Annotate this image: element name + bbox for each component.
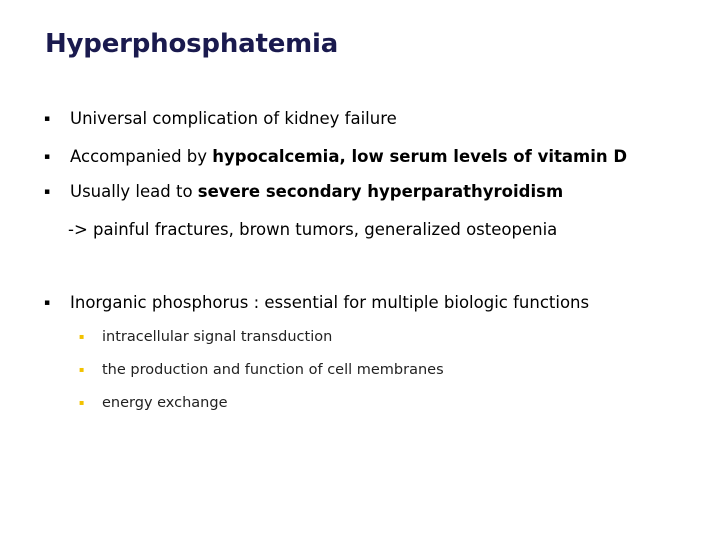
bullet-text-emphasis: hypocalcemia, low serum levels of vitamin D bbox=[212, 147, 628, 166]
bullet-marker-icon: ▪ bbox=[44, 187, 51, 197]
bullet-continuation: -> painful fractures, brown tumors, generalized osteopenia bbox=[68, 220, 558, 239]
sub-bullet-text: intracellular signal transduction bbox=[102, 329, 333, 345]
bullet-text bbox=[70, 147, 627, 167]
bullet-marker-icon: ▪ bbox=[44, 114, 51, 124]
sub-bullet-text: the production and function of cell membranes bbox=[102, 362, 444, 378]
bullet-text: Inorganic phosphorus : essential for multiple biologic functions bbox=[70, 293, 590, 312]
bullet-text: Universal complication of kidney failure bbox=[70, 109, 397, 128]
bullet-text bbox=[70, 182, 563, 202]
bullet-text-prefix: Usually lead to bbox=[70, 182, 198, 201]
bullet-text-emphasis: severe secondary hyperparathyroidism bbox=[197, 182, 564, 201]
slide-title: Hyperphosphatemia bbox=[45, 29, 339, 59]
sub-bullet-marker-icon: ▪ bbox=[79, 398, 85, 407]
sub-bullet-marker-icon: ▪ bbox=[79, 365, 85, 374]
bullet-marker-icon: ▪ bbox=[44, 152, 51, 162]
bullet-marker-icon: ▪ bbox=[44, 298, 51, 308]
sub-bullet-marker-icon: ▪ bbox=[79, 332, 85, 341]
sub-bullet-text: energy exchange bbox=[102, 395, 228, 411]
bullet-text-prefix: Accompanied by bbox=[70, 147, 213, 166]
